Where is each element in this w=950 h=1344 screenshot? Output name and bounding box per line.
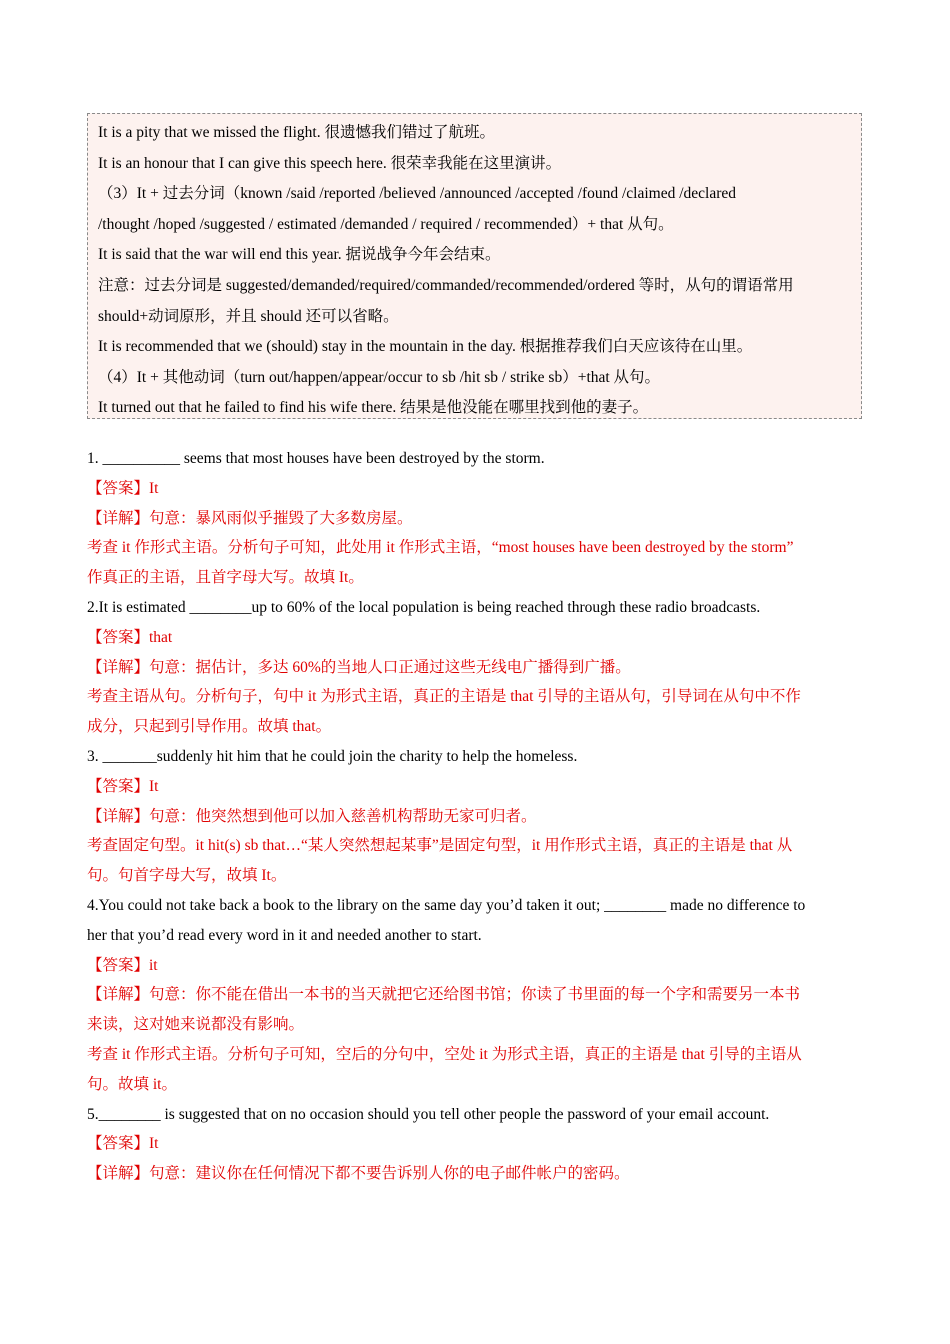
- note-line: （3）It + 过去分词（known /said /reported /believed /announced /accepted /found /claimed /declared: [98, 185, 737, 203]
- question-text: 1. __________ seems that most houses have been destroyed by the storm.: [87, 450, 545, 467]
- answer-text: 【答案】It: [87, 479, 159, 497]
- grammar-note-box: [87, 113, 862, 419]
- question-text: 4.You could not take back a book to the library on the same day you’d taken it out; ________ made no difference to: [87, 896, 806, 914]
- answer-text: 【答案】It: [87, 777, 159, 795]
- explanation-text: 考查 it 作形式主语。分析句子可知，此处用 it 作形式主语，“most houses have been destroyed by the storm”: [87, 539, 794, 557]
- explanation-text: 【详解】句意：暴风雨似乎摧毁了大多数房屋。: [87, 509, 413, 527]
- explanation-text: 考查固定句型。it hit(s) sb that…“某人突然想起某事”是固定句型，it 用作形式主语，真正的主语是 that 从: [87, 837, 793, 855]
- note-line: /thought /hoped /suggested / estimated /demanded / required / recommended）+ that 从句。: [98, 215, 674, 233]
- question-text: 3. _______suddenly hit him that he could join the charity to help the homeless.: [87, 747, 578, 765]
- explanation-text: 来读，这对她来说都没有影响。: [87, 1016, 305, 1034]
- question-text: 2.It is estimated ________up to 60% of the local population is being reached through these radio broadcasts.: [87, 598, 761, 616]
- explanation-text: 【详解】句意：建议你在任何情况下都不要告诉别人你的电子邮件帐户的密码。: [87, 1165, 630, 1183]
- explanation-text: 成分，只起到引导作用。故填 that。: [87, 718, 332, 736]
- note-line: It is recommended that we (should) stay in the mountain in the day. 根据推荐我们白天应该待在山里。: [98, 338, 753, 356]
- note-line: It is said that the war will end this year. 据说战争今年会结束。: [98, 246, 501, 264]
- note-line: It is a pity that we missed the flight. 很遗憾我们错过了航班。: [98, 124, 495, 141]
- note-line: 注意：过去分词是 suggested/demanded/required/commanded/recommended/ordered 等时，从句的谓语常用: [98, 276, 794, 294]
- exercise-item: [87, 444, 867, 593]
- exercise-item: [87, 891, 867, 1100]
- note-line: It is an honour that I can give this speech here. 很荣幸我能在这里演讲。: [98, 154, 562, 172]
- explanation-text: 【详解】句意：他突然想到他可以加入慈善机构帮助无家可归者。: [87, 807, 537, 825]
- explanation-text: 句。故填 it。: [87, 1075, 177, 1093]
- exercise-item: [87, 742, 867, 891]
- note-line: should+动词原形，并且 should 还可以省略。: [98, 307, 399, 325]
- explanation-text: 【详解】句意：据估计，多达 60%的当地人口正通过这些无线电广播得到广播。: [87, 658, 631, 676]
- answer-text: 【答案】it: [87, 956, 158, 974]
- note-line: （4）It + 其他动词（turn out/happen/appear/occur to sb /hit sb / strike sb）+that 从句。: [98, 368, 661, 386]
- explanation-text: 【详解】句意：你不能在借出一本书的当天就把它还给图书馆；你读了书里面的每一个字和需要另一本书: [87, 986, 801, 1004]
- explanation-text: 作真正的主语，且首字母大写。故填 It。: [87, 569, 364, 587]
- answer-text: 【答案】that: [87, 628, 173, 646]
- answer-text: 【答案】It: [87, 1135, 159, 1153]
- question-text: her that you’d read every word in it and needed another to start.: [87, 926, 482, 944]
- note-line: It turned out that he failed to find his wife there. 结果是他没能在哪里找到他的妻子。: [98, 399, 649, 417]
- exercise-list: [87, 444, 867, 1189]
- explanation-text: 考查 it 作形式主语。分析句子可知，空后的分句中，空处 it 为形式主语，真正的主语是 that 引导的主语从: [87, 1045, 802, 1063]
- exercise-item: [87, 593, 867, 742]
- exercise-item: [87, 1100, 867, 1189]
- explanation-text: 考查主语从句。分析句子，句中 it 为形式主语，真正的主语是 that 引导的主语从句，引导词在从句中不作: [87, 688, 801, 706]
- question-text: 5.________ is suggested that on no occasion should you tell other people the password of your email account.: [87, 1105, 770, 1123]
- explanation-text: 句。句首字母大写，故填 It。: [87, 867, 287, 885]
